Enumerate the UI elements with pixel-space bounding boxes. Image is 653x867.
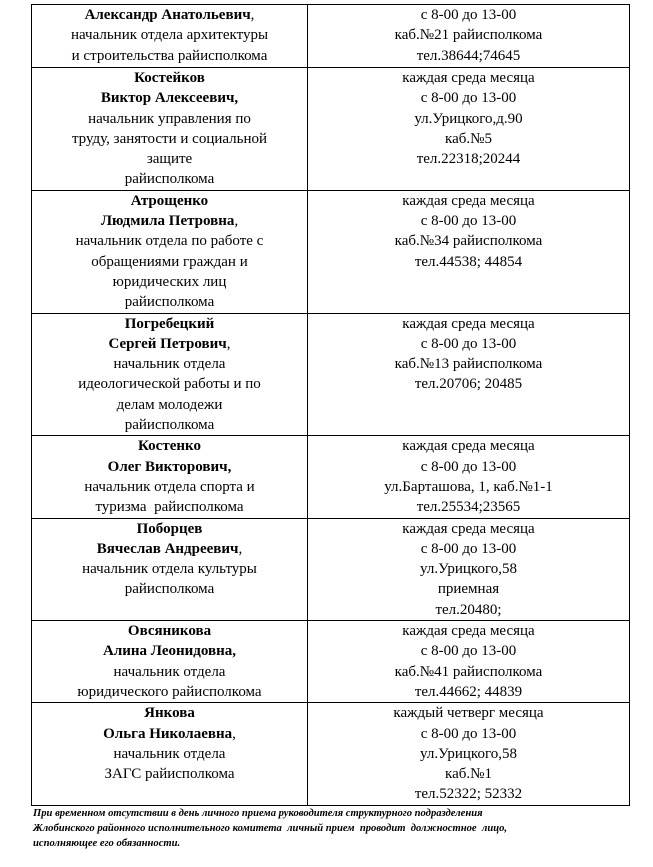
- schedule-line: тел.44538; 44854: [414, 253, 523, 270]
- schedule-line: каждый четверг месяца: [393, 705, 544, 722]
- position-line: начальник отдела спорта и: [84, 478, 255, 495]
- name-line: [34, 519, 305, 539]
- official-name: Янкова: [144, 705, 195, 722]
- position-line: юридического райисполкома: [77, 683, 262, 700]
- schedule-line: тел.22318;20244: [416, 151, 521, 168]
- schedule-line: с 8-00 до 13-00: [420, 213, 517, 230]
- schedule-row: [32, 313, 630, 436]
- footnote-line: исполняющее его обязанности.: [33, 838, 181, 849]
- name-line: [34, 314, 305, 334]
- position-line: начальник отдела: [113, 663, 226, 680]
- schedule-line: с 8-00 до 13-00: [420, 643, 517, 660]
- position-line: юридических лиц: [112, 273, 227, 290]
- reception-time-cell: [308, 5, 630, 68]
- official-name: Виктор Алексеевич,: [100, 90, 239, 107]
- position-line: ЗАГС райисполкома: [104, 766, 235, 783]
- name-line: [34, 68, 305, 88]
- name-line: [34, 539, 305, 559]
- name-suffix: ,: [234, 213, 239, 230]
- name-line: [34, 5, 305, 25]
- position-line: идеологической работы и по: [78, 376, 261, 393]
- official-name: Костенко: [138, 438, 201, 455]
- schedule-row: [32, 68, 630, 191]
- schedule-line: каждая среда месяца: [402, 70, 535, 86]
- official-name: Погребецкий: [124, 315, 215, 332]
- schedule-line: с 8-00 до 13-00: [420, 7, 517, 23]
- official-cell: [32, 703, 308, 805]
- schedule-line: каждая среда месяца: [402, 623, 535, 640]
- footnote-line: Жлобинского районного исполнительного комитета личный прием проводит должностное лицо,: [33, 823, 508, 834]
- schedule-line: с 8-00 до 13-00: [420, 90, 517, 107]
- position-line: начальник отдела архитектуры: [70, 27, 269, 44]
- schedule-line: каб.№5: [445, 130, 492, 147]
- official-cell: [32, 190, 308, 313]
- schedule-line: тел.20480;: [435, 601, 502, 618]
- schedule-line: ул.Урицкого,58: [420, 561, 517, 578]
- schedule-row: [32, 5, 630, 68]
- name-line: [34, 621, 305, 641]
- official-cell: [32, 313, 308, 436]
- schedule-line: каб.№13 райисполкома: [394, 356, 543, 373]
- reception-time-cell: [308, 703, 630, 805]
- position-line: труду, занятости и социальной: [71, 130, 268, 147]
- official-name: Вячеслав Андреевич: [96, 540, 239, 557]
- schedule-line: с 8-00 до 13-00: [420, 540, 517, 557]
- position-line: начальник управления по: [88, 110, 251, 127]
- position-line: райисполкома: [124, 581, 215, 598]
- reception-time-cell: [308, 518, 630, 620]
- official-name: Александр Анатольевич: [84, 7, 251, 23]
- schedule-line: приемная: [437, 581, 500, 598]
- name-line: [34, 457, 305, 477]
- schedule-body: [32, 5, 630, 806]
- position-line: райисполкома: [124, 417, 215, 434]
- name-suffix: ,: [238, 540, 243, 557]
- schedule-row: [32, 621, 630, 703]
- schedule-line: с 8-00 до 13-00: [420, 725, 517, 742]
- schedule-line: каб.№1: [445, 766, 492, 783]
- schedule-row: [32, 190, 630, 313]
- schedule-line: тел.52322; 52332: [414, 786, 523, 803]
- name-line: [34, 191, 305, 211]
- name-suffix: ,: [226, 335, 231, 352]
- official-cell: [32, 68, 308, 191]
- schedule-line: каб.№34 райисполкома: [394, 233, 543, 250]
- schedule-line: каб.№41 райисполкома: [394, 663, 543, 680]
- official-name: Поборцев: [136, 520, 203, 537]
- official-name: Олег Викторович,: [107, 458, 232, 475]
- schedule-row: [32, 703, 630, 805]
- schedule-line: тел.25534;23565: [416, 499, 521, 516]
- position-line: защите: [146, 151, 193, 168]
- name-line: [34, 211, 305, 231]
- schedule-line: каждая среда месяца: [402, 192, 535, 209]
- name-line: [34, 641, 305, 661]
- position-line: туризма райисполкома: [95, 499, 244, 516]
- reception-time-cell: [308, 621, 630, 703]
- official-name: Костейков: [134, 70, 205, 86]
- name-suffix: ,: [250, 7, 255, 23]
- schedule-line: с 8-00 до 13-00: [420, 458, 517, 475]
- official-name: Сергей Петрович: [108, 335, 227, 352]
- position-line: райисполкома: [124, 171, 215, 188]
- footnote: [33, 806, 625, 851]
- position-line: обращениями граждан и: [91, 253, 248, 270]
- position-line: и строительства райисполкома: [71, 47, 268, 64]
- position-line: начальник отдела: [113, 745, 226, 762]
- schedule-line: ул.Урицкого,д.90: [414, 110, 523, 127]
- official-cell: [32, 5, 308, 68]
- schedule-line: каждая среда месяца: [402, 520, 535, 537]
- position-line: райисполкома: [124, 294, 215, 311]
- schedule-row: [32, 436, 630, 518]
- schedule-line: ул.Барташова, 1, каб.№1-1: [384, 478, 553, 495]
- schedule-line: каб.№21 райисполкома: [394, 27, 543, 44]
- name-line: [34, 436, 305, 456]
- position-line: делам молодежи: [116, 396, 223, 413]
- schedule-line: с 8-00 до 13-00: [420, 335, 517, 352]
- position-line: начальник отдела по работе с: [75, 233, 264, 250]
- name-line: [34, 88, 305, 108]
- reception-time-cell: [308, 436, 630, 518]
- official-name: Атрощенко: [130, 192, 209, 209]
- reception-time-cell: [308, 190, 630, 313]
- name-line: [34, 334, 305, 354]
- official-cell: [32, 518, 308, 620]
- name-suffix: ,: [232, 725, 236, 742]
- schedule-line: каждая среда месяца: [402, 315, 535, 332]
- footnote-line: При временном отсутствии в день личного приема руководителя структурного подразделения: [33, 808, 483, 819]
- position-line: начальник отдела культуры: [82, 561, 257, 578]
- official-cell: [32, 436, 308, 518]
- official-cell: [32, 621, 308, 703]
- official-name: Овсяникова: [127, 623, 212, 640]
- name-line: [34, 724, 305, 744]
- reception-time-cell: [308, 68, 630, 191]
- schedule-line: тел.20706; 20485: [414, 376, 523, 393]
- schedule-line: ул.Урицкого,58: [420, 745, 517, 762]
- position-line: начальник отдела: [113, 356, 226, 373]
- official-name: Людмила Петровна: [100, 213, 235, 230]
- schedule-row: [32, 518, 630, 620]
- official-name: Алина Леонидовна,: [102, 643, 236, 660]
- reception-time-cell: [308, 313, 630, 436]
- name-line: [34, 703, 305, 723]
- schedule-line: тел.44662; 44839: [414, 683, 523, 700]
- reception-schedule-table: [31, 4, 630, 806]
- official-name: Ольга Николаевна: [103, 725, 233, 742]
- schedule-line: тел.38644;74645: [416, 47, 521, 64]
- schedule-line: каждая среда месяца: [402, 438, 535, 455]
